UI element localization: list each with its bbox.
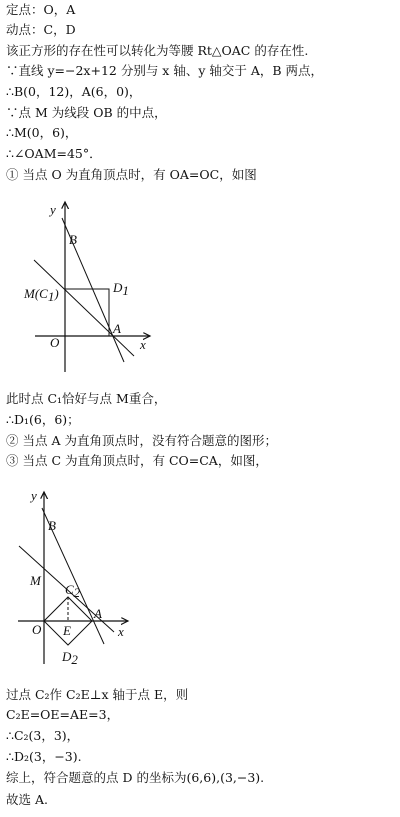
text-line-8: ∴∠OAM=45°． — [6, 146, 102, 161]
text-line-16: ∴C₂(3，3)， — [6, 728, 80, 743]
text-line-13: ③ 当点 C 为直角顶点时，有 CO=CA，如图， — [6, 453, 268, 468]
figure-1-diagram — [0, 196, 180, 372]
origin-label: O — [32, 622, 42, 637]
point-m-label — [23, 286, 59, 304]
text-line-15: C₂E=OE=AE=3， — [6, 707, 120, 722]
point-d2-sub: 2 — [71, 652, 78, 667]
point-a-label: A — [94, 606, 102, 621]
text-line-6: ∵点 M 为线段 OB 的中点， — [6, 105, 167, 120]
text-line-1: 定点：O，A — [6, 2, 76, 17]
point-m-label: M — [30, 573, 41, 588]
point-d1-label — [112, 280, 129, 298]
point-c2-text: C — [65, 582, 74, 597]
text-line-9: ① 当点 O 为直角顶点时，有 OA=OC，如图 — [6, 167, 257, 182]
text-line-18: 综上，符合题意的点 D 的坐标为(6,6),(3,−3). — [6, 770, 265, 785]
point-d1-sub: 1 — [122, 283, 129, 298]
text-line-19: 故选 A. — [6, 792, 48, 807]
point-d2-label — [61, 649, 78, 667]
text-line-11: ∴D₁(6，6)； — [6, 412, 80, 427]
text-line-10: 此时点 C₁恰好与点 M重合， — [6, 391, 167, 406]
text-line-5: ∴B(0，12)，A(6，0)， — [6, 84, 142, 99]
point-b-label: B — [48, 518, 56, 533]
point-c2-sub: 2 — [73, 585, 81, 600]
figure-2-diagram — [0, 484, 180, 674]
line-ma — [34, 260, 134, 356]
y-axis-label: y — [50, 202, 56, 217]
text-line-14: 过点 C₂作 C₂E⊥x 轴于点 E，则 — [6, 687, 189, 702]
point-m-text: M(C — [24, 286, 48, 301]
point-d2-text: D — [62, 649, 72, 664]
x-axis-label: x — [140, 337, 146, 352]
origin-label: O — [50, 335, 60, 350]
point-a-label: A — [113, 321, 121, 336]
x-axis-label: x — [118, 624, 124, 639]
point-m-close: ) — [54, 286, 59, 301]
point-m-sub: 1 — [47, 289, 55, 304]
y-axis-label: y — [31, 488, 37, 503]
point-e-label: E — [63, 623, 71, 638]
text-line-17: ∴D₂(3，−3). — [6, 749, 82, 764]
text-line-12: ② 当点 A 为直角顶点时，没有符合题意的图形； — [6, 433, 277, 448]
point-d1-text: D — [113, 280, 123, 295]
text-line-3: 该正方形的存在性可以转化为等腰 Rt△OAC 的存在性. — [6, 43, 309, 58]
text-line-7: ∴M(0，6)， — [6, 125, 78, 140]
text-line-2: 动点：C，D — [6, 22, 76, 37]
point-b-label: B — [69, 232, 77, 247]
text-line-4: ∵直线 y=−2x+12 分别与 x 轴、y 轴交于 A，B 两点， — [6, 63, 324, 78]
